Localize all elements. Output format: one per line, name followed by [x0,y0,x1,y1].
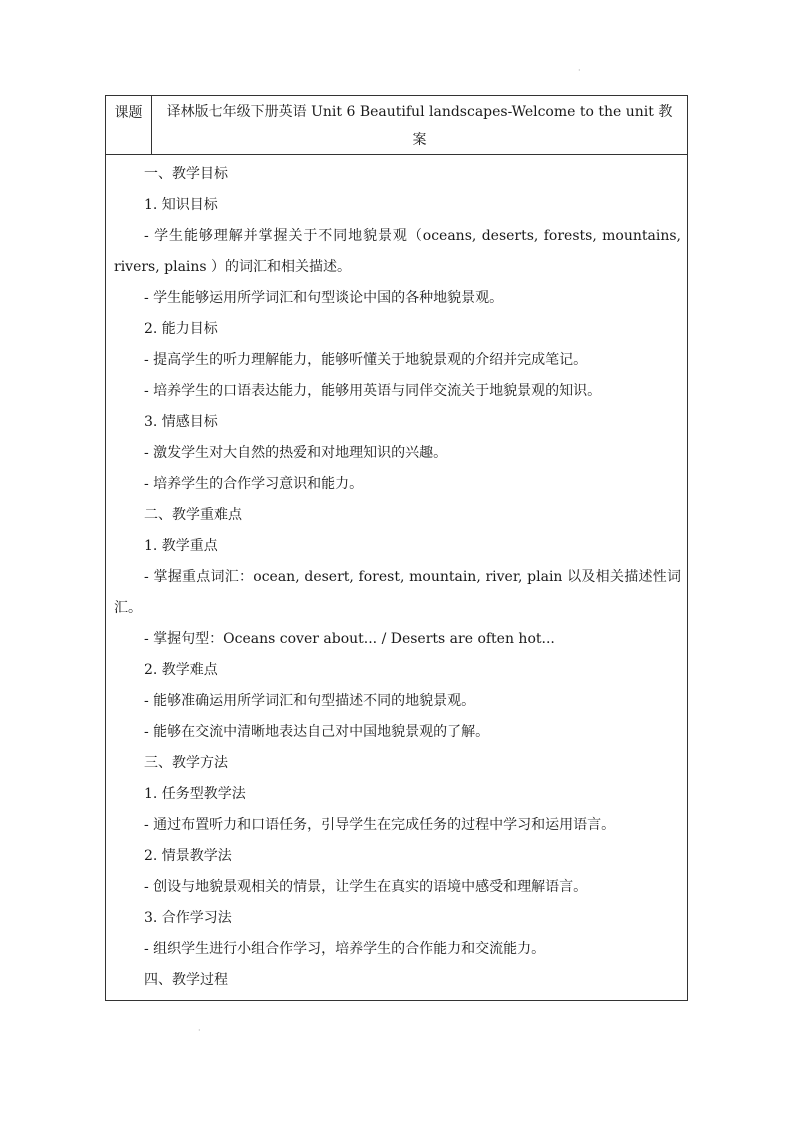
content-line: 3. 情感目标 [144,414,218,430]
lesson-title-line-2: 案 [412,132,427,148]
content-line: - 提高学生的听力理解能力，能够听懂关于地貌景观的介绍并完成笔记。 [144,352,588,368]
content-line: 2. 情景教学法 [144,848,232,864]
lesson-title-line-1: 译林版七年级下册英语 Unit 6 Beautiful landscapes-Welcome to the unit 教 [166,104,673,120]
content-lines [114,159,681,996]
scan-dot-top: · [578,66,581,75]
content-line: 1. 知识目标 [144,197,218,213]
lesson-plan-table [105,95,688,1001]
content-line: - 能够在交流中清晰地表达自己对中国地貌景观的了解。 [144,724,490,740]
content-line: - 通过布置听力和口语任务，引导学生在完成任务的过程中学习和运用语言。 [144,817,616,833]
content-line: 2. 能力目标 [144,321,218,337]
content-line: rivers, plains ）的词汇和相关描述。 [114,259,352,275]
content-line: 三、教学方法 [144,755,228,771]
content-line: 汇。 [114,600,142,616]
content-line: 3. 合作学习法 [144,910,232,926]
content-line: 一、教学目标 [144,166,228,182]
content-line: - 学生能够理解并掌握关于不同地貌景观（oceans, deserts, forests, mountains, [144,228,681,244]
content-line: - 能够准确运用所学词汇和句型描述不同的地貌景观。 [144,693,476,709]
content-line: 二、教学重难点 [144,507,242,523]
content-line: - 掌握重点词汇：ocean, desert, forest, mountain, river, plain 以及相关描述性词 [144,569,681,585]
content-line: - 学生能够运用所学词汇和句型谈论中国的各种地貌景观。 [144,290,504,306]
content-line: 四、教学过程 [144,972,228,988]
content-row [106,155,688,1001]
scan-dot-bottom: · [198,1026,201,1035]
content-line: - 激发学生对大自然的热爱和对地理知识的兴趣。 [144,445,448,461]
lesson-title [152,96,688,155]
content-line: - 培养学生的合作学习意识和能力。 [144,476,364,492]
content-line: 2. 教学难点 [144,662,218,678]
content-line: 1. 任务型教学法 [144,786,246,802]
content-line: - 掌握句型：Oceans cover about... / Deserts are often hot... [144,631,555,647]
topic-label: 课题 [106,96,152,155]
content-line: - 组织学生进行小组合作学习，培养学生的合作能力和交流能力。 [144,941,546,957]
header-row [106,96,688,155]
content-line: - 创设与地貌景观相关的情景，让学生在真实的语境中感受和理解语言。 [144,879,588,895]
content-line: 1. 教学重点 [144,538,218,554]
lesson-content [106,155,688,1001]
content-line: - 培养学生的口语表达能力，能够用英语与同伴交流关于地貌景观的知识。 [144,383,602,399]
